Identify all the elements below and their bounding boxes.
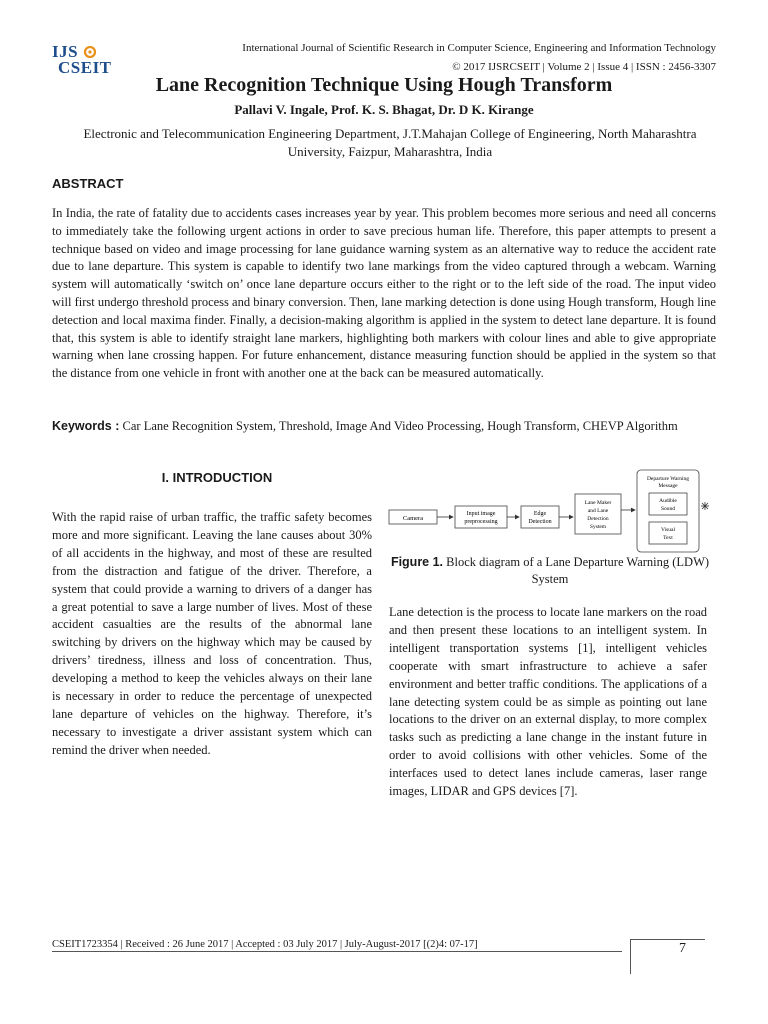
edge-label-1: Edge	[533, 511, 547, 517]
logo-text-bottom: CSEIT	[58, 58, 112, 77]
keywords-text: Car Lane Recognition System, Threshold, Image And Video Processing, Hough Transform, CHEVP Algorithm	[119, 419, 678, 433]
figure-1-diagram	[385, 466, 711, 556]
figure-caption-text: Block diagram of a Lane Departure Warning (LDW) System	[443, 555, 710, 586]
maker-label-4: System	[589, 524, 607, 530]
lane-detection-text: Lane detection is the process to locate lane markers on the road and then present these locations to an intelligent system. In intelligent transportation systems [1], intelligent vehicles cooperate with smart infrastructure to achieve a safer environment and better traffic conditions. The applications of a lane detecting system could be as simple as pointing out lane locations to the driver on an external display, to more complex tasks such as predicting a lane change in the instant future in order to avoid collisions with other vehicles. Some of the interfaces used to detect lanes include cameras, laser range images, LIDAR and GPS devices [7].	[389, 605, 707, 799]
keywords-label: Keywords :	[52, 419, 120, 433]
warning-label-1: Departure Warning	[646, 476, 690, 482]
preprocessing-label-1: Input image	[466, 511, 496, 517]
maker-label-3: Detection	[587, 516, 609, 522]
visual-label-2: Text	[663, 535, 673, 541]
block-diagram	[385, 466, 711, 556]
figure-label: Figure 1.	[390, 555, 444, 569]
audible-label-2: Sound	[660, 506, 676, 512]
paper-authors: Pallavi V. Ingale, Prof. K. S. Bhagat, Dr. D K. Kirange	[234, 102, 534, 117]
page-number: 7	[679, 941, 686, 956]
abstract-heading: ABSTRACT	[52, 176, 124, 191]
audible-label-1: Audible	[659, 498, 677, 504]
introduction-text: With the rapid raise of urban traffic, the traffic safety becomes more and more significant. Leaving the lane causes about 30% of all accidents in the highway, and most of these are resulted from the distraction and fatigue of the driver. Therefore, a system that could provide a warning to drivers of a danger has a great potential to save a large number of lives. Most of these accident casualties are the results of the abnormal lane switching by drivers on the highway which may be caused by drivers’ tiredness, illness and loss of concentration. Thus, developing a method to keep the vehicles always on their lane is necessary in order to reduce the percentage of unexpected lane departure of vehicles on the highway. Therefore, it’s necessary to investigate a driver assistant system which can remind the driver when needed.	[52, 510, 372, 757]
journal-logo	[36, 42, 112, 78]
edge-label-2: Detection	[528, 519, 552, 525]
paper-title: Lane Recognition Technique Using Hough Transform	[155, 74, 613, 96]
footer-divider	[52, 951, 622, 952]
paper-affiliation: Electronic and Telecommunication Engineering Department, J.T.Mahajan College of Engineering, North Maharashtra University, Faizpur, Maharashtra, India	[83, 126, 697, 159]
abstract-text: In India, the rate of fatality due to accidents cases increases year by year. This problem becomes more serious and need all concerns to immediately take the following urgent actions in order to save precious human life. Therefore, this paper attempts to present a technique based on video and image processing for lane guidance warning system as an alternative way to reduce the accident rate due to lane departure. This system is capable to identify two lane markings from the video captured through a webcam. Warning system will automatically ‘switch on’ once lane departure occurs either to the right or to the left side of the road. The input video will first undergo threshold process and binary conversion. Then, lane marking detection is done using Hough transform, Hough line detection and local maxima finder. Finally, a decision-making algorithm is applied in the system to detect lane departure. It is found that, this system is able to identify straight lane markers, highlighting both markers with colour lines and able to give appropriate warning when lane crossing happen. For future enhancement, distance measuring function should be applied in the system so that the distance from one vehicle in front with another one at the back can be measured automatically.	[52, 206, 716, 381]
logo-swirl-icon	[83, 46, 97, 58]
introduction-heading: I. INTRODUCTION	[161, 470, 273, 485]
figure-1-caption	[385, 554, 715, 588]
visual-label-1: Visual	[660, 527, 676, 533]
keywords	[52, 417, 716, 435]
footer-citation: CSEIT1723354 | Received : 26 June 2017 | Accepted : 03 July 2017 | July-August-2017 [(2)4: 07-17]	[52, 939, 478, 950]
journal-name: International Journal of Scientific Research in Computer Science, Engineering and Information Technology	[242, 42, 716, 54]
maker-label-2: and Lane	[587, 508, 609, 514]
warning-label-2: Message	[658, 483, 678, 489]
maker-label-1: Lane Maker	[584, 500, 612, 506]
logo-text-top: IJS	[52, 42, 79, 61]
journal-issue: © 2017 IJSRCSEIT | Volume 2 | Issue 4 | ISSN : 2456-3307	[452, 61, 716, 73]
preprocessing-label-2: preprocessing	[464, 519, 498, 525]
sound-burst-icon	[701, 502, 709, 510]
camera-label: Camera	[402, 515, 424, 522]
